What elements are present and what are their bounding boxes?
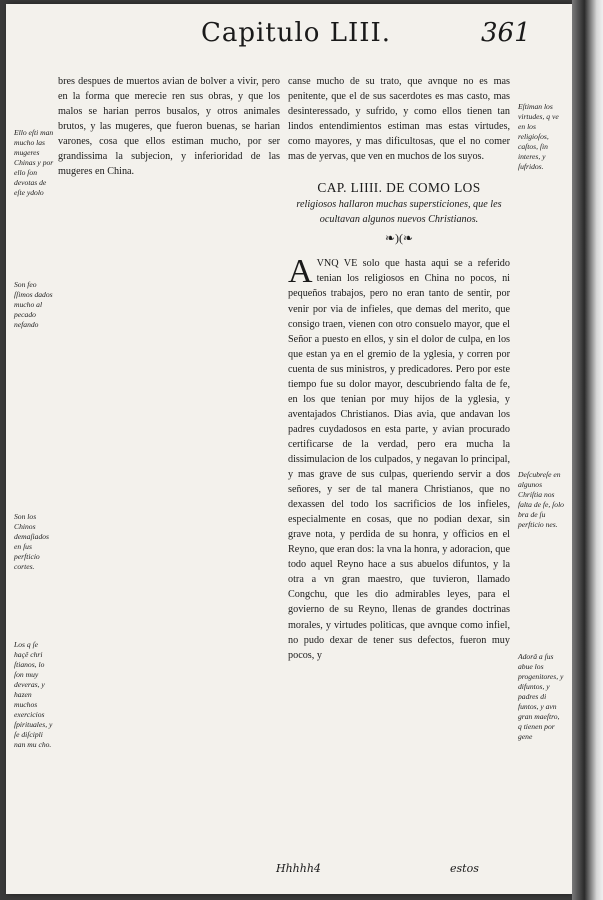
- paragraph: bres despues de muertos avian de bolver a vivir, pero en la forma que merecie ren sus obras, y que los malos se harian perros busalos, y otros animales brutos, y las mugeres, que fueron buenas, se harian varones, cosa que ellos estiman mucho, por ser grandissima la subjecion, y inferioridad de las mugeres en China.: [58, 76, 280, 178]
- book-page: [6, 4, 572, 894]
- paragraph: canse mucho de su trato, que avnque no es mas penitente, que el de sus sacerdotes es mas casto, mas desinteressado, y sufrido, y como ellos tienen tan lindos entendimientos estiman mas estas virtudes, como mayores, y mas dificultosas, que el no comer mas de yervas, que ven en muchos de los suyos.: [288, 76, 510, 163]
- chapter-subheading: religiosos hallaron muchas supersticiones, que les ocultavan algunos nuevos Christianos.: [296, 199, 502, 226]
- page-number: 361: [481, 18, 531, 48]
- marginal-note-right-2: Deſcubreſe en algunos Chriſtia nos falta de fe, ſolo bra de ſu perfticio nes.: [518, 470, 564, 529]
- drop-cap-letter: A: [288, 253, 313, 291]
- chapter-heading: CAP. LIIII. DE COMO LOS: [317, 180, 481, 196]
- marginal-note-left-1: Ello eſti man mucho las mugeres Chinas y por ello ſon devotas de eſte ydolo: [14, 128, 54, 197]
- marginal-note-left-4: Los q ſe haçê chri ſtianos, lo ſon muy deveras, y hazen muchos exercicios ſpirituales, y ſe diſcipli nan mu cho.: [14, 640, 53, 749]
- marginal-note-right-1: Eſtiman los virtudes, q ve en los religioſos, caſtos, ſin interes, y ſufridos.: [518, 102, 559, 171]
- signature-mark: Hhhhh4: [276, 862, 321, 875]
- left-text-column: [58, 74, 280, 179]
- marginal-note-right-3: Adorâ a ſus abue los progenitores, y difuntos, y padres di funtos, y avn gran maeſtro, q tienen por gene: [518, 652, 564, 741]
- page-title: Capitulo LIII.: [200, 18, 392, 48]
- chapter-body-text: VNQ VE solo que hasta aqui se a referido tenian los religiosos en China no pocos, ni pequeños trabajos, pero no eran tanto de sentir, por venir por via de infieles, que demas del merito, que consigo traen, vienen con otro consuelo mayor, que el Señor a puesto en ellos, y sin el dolor de culpa, en los que estan ya en el gremio de la yglesia, y corren por cuenta de sus ministros, y predicadores. Pero por este tiempo fue su dolor mayor, descubriendo falta de fe, en los que tenian por muy hijos de la yglesia, y aventajados Christianos. Dias avia, que andavan los padres cuydadosos en esta parte, y avian procurado certificarse de la verdad, pero era mucha la dissimulacion de los culpados, y negavan lo principal, y mas grave de sus culpas, queriendo servir a dos señores, y ser de tal manera Christianos, que no dexassen del todo los sacrificios de los infieles, especialmente en cosas, que no podian dexar, sin grave nota, y perdida de su honra, y officios en el Reyno, que eran dos: la vna la honra, y adoracion, que todo aquel Reyno hace a sus abuelos difuntos, y la otra a vn gran maestro, que tuvieron, llamado Congchu, que les dio admirables leyes, para el govierno de su Reyno, llenas de grandes doctrinas morales, y virtudes politicas, que avnque como infiel, no pudo dexar de tener sus defectos, fueron muy pocos, y: [288, 258, 510, 661]
- right-text-column: [288, 74, 510, 663]
- marginal-note-left-2: Son feo ſſimos dados mucho al pecado nefando: [14, 280, 53, 329]
- catchword: estos: [450, 862, 479, 875]
- book-spine-shadow: [572, 0, 603, 900]
- marginal-note-left-3: Son los Chinos demaſiados en ſus perfticio cortes.: [14, 512, 50, 571]
- chapter-body: [288, 253, 510, 662]
- ornament-divider: ❧)(❧: [384, 231, 414, 246]
